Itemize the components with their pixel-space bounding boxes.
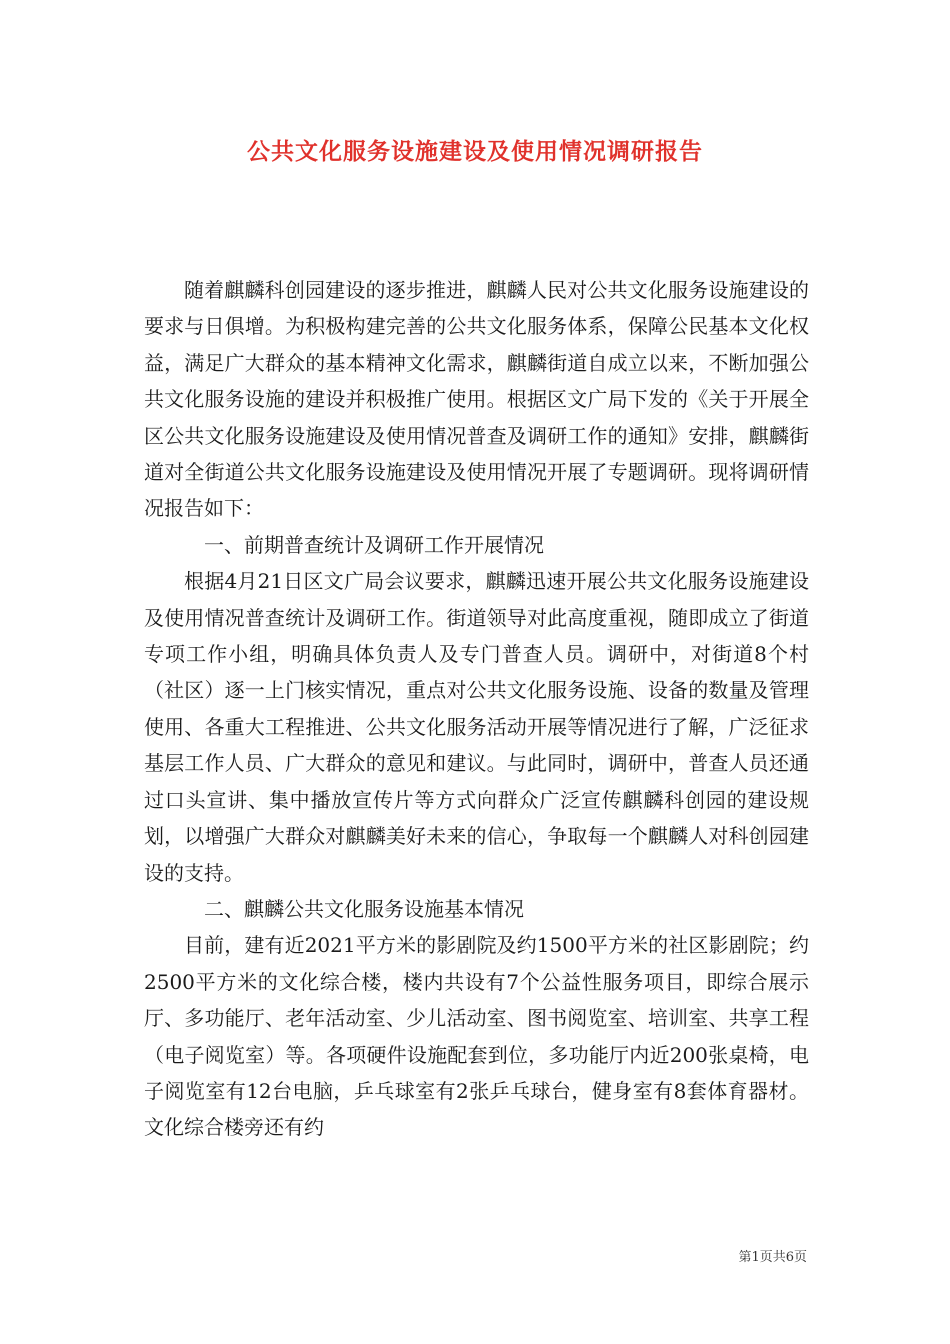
section-1-paragraph: 根据4月21日区文广局会议要求，麒麟迅速开展公共文化服务设施建设及使用情况普查统计及调研工作。街道领导对此高度重视，随即成立了街道专项工作小组，明确具体负责人及专门普查人员。调研中，对街道8个村（社区）逐一上门核实情况，重点对公共文化服务设施、设备的数量及管理使用、各重大工程推进、公共文化服务活动开展等情况进行了解，广泛征求基层工作人员、广大群众的意见和建议。与此同时，调研中，普查人员还通过口头宣讲、集中播放宣传片等方式向群众广泛宣传麒麟科创园的建设规划，以增强广大群众对麒麟美好未来的信心，争取每一个麒麟人对科创园建设的支持。	[144, 569, 809, 885]
page-number: 第1页共6页	[738, 1250, 807, 1265]
document-body	[144, 272, 809, 1146]
section-heading-1: 一、前期普查统计及调研工作开展情况	[204, 532, 544, 557]
section-2-paragraph: 目前，建有近2021平方米的影剧院及约1500平方米的社区影剧院；约2500平方米的文化综合楼，楼内共设有7个公益性服务项目，即综合展示厅、多功能厅、老年活动室、少儿活动室、图书阅览室、培训室、共享工程（电子阅览室）等。各项硬件设施配套到位，多功能厅内近200张桌椅，电子阅览室有12台电脑，乒乓球室有2张乒乓球台，健身室有8套体育器材。文化综合楼旁还有约	[144, 933, 809, 1140]
section-heading-2: 二、麒麟公共文化服务设施基本情况	[204, 896, 524, 921]
document-title: 公共文化服务设施建设及使用情况调研报告	[247, 138, 703, 165]
intro-paragraph: 随着麒麟科创园建设的逐步推进，麒麟人民对公共文化服务设施建设的要求与日俱增。为积极构建完善的公共文化服务体系，保障公民基本文化权益，满足广大群众的基本精神文化需求，麒麟街道自成立以来，不断加强公共文化服务设施的建设并积极推广使用。根据区文广局下发的《关于开展全区公共文化服务设施建设及使用情况普查及调研工作的通知》安排，麒麟街道对全街道公共文化服务设施建设及使用情况开展了专题调研。现将调研情况报告如下：	[144, 278, 809, 521]
